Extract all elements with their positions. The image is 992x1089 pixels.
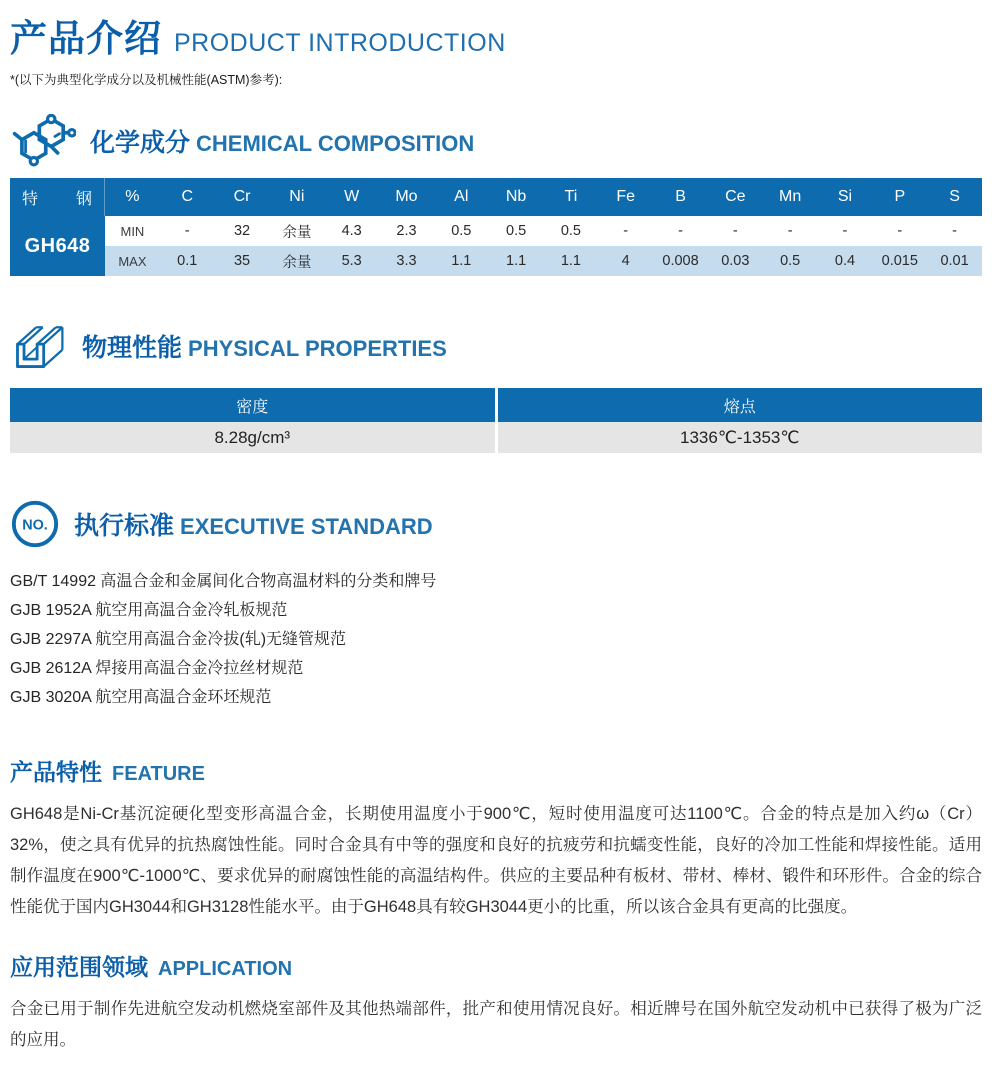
standard-item: GJB 2612A 焊接用高温合金冷拉丝材规范 <box>10 660 304 677</box>
section-application <box>10 949 982 1056</box>
standard-section-title <box>74 506 433 542</box>
chem-cell-max: 余量 <box>269 246 324 276</box>
chem-cell-min: - <box>160 216 215 246</box>
chem-cell-min: - <box>927 216 982 246</box>
chem-col-header: P <box>872 178 927 216</box>
chem-cell-min: 2.3 <box>379 216 434 246</box>
feature-title-zh: 产品特性 <box>10 759 102 785</box>
corner-label-right: 钢 <box>75 190 92 208</box>
chem-col-header: Ce <box>708 178 763 216</box>
chem-cell-min: - <box>653 216 708 246</box>
chem-col-header: Ni <box>269 178 324 216</box>
chemical-composition-table <box>10 178 982 276</box>
chemical-title-zh: 化学成分 <box>90 129 191 157</box>
chem-cell-min: - <box>598 216 653 246</box>
application-title-zh: 应用范围领域 <box>10 954 148 980</box>
application-paragraph: 合金已用于制作先进航空发动机燃烧室部件及其他热端部件，批产和使用情况良好。相近牌号在国外航空发动机中已获得了极为广泛的应用。 <box>10 1000 982 1049</box>
chem-cell-min: 0.5 <box>544 216 599 246</box>
feature-section-title <box>10 754 982 787</box>
chem-cell-max: 0.008 <box>653 246 708 276</box>
max-row-label: MAX <box>105 246 160 276</box>
chem-cell-min: 余量 <box>269 216 324 246</box>
chem-cell-max: 0.01 <box>927 246 982 276</box>
chem-cell-min: 0.5 <box>489 216 544 246</box>
molecule-icon <box>10 114 76 168</box>
chem-col-header: % <box>105 178 160 216</box>
chem-col-header: W <box>324 178 379 216</box>
chem-col-header: Cr <box>215 178 270 216</box>
physical-title-zh: 物理性能 <box>82 334 183 362</box>
chem-cell-min: 0.5 <box>434 216 489 246</box>
chem-cell-min: - <box>818 216 873 246</box>
chem-col-header: B <box>653 178 708 216</box>
density-header: 密度 <box>10 388 495 422</box>
min-row-label: MIN <box>105 216 160 246</box>
chem-col-header: Mn <box>763 178 818 216</box>
chem-col-header: Al <box>434 178 489 216</box>
chem-cell-max: 35 <box>215 246 270 276</box>
feature-paragraph: GH648是Ni-Cr基沉淀硬化型变形高温合金，长期使用温度小于900℃，短时使用温度可达1100℃。合金的特点是加入约ω（Cr）32%，使之具有优异的抗热腐蚀性能。同时合金具有中等的强度和良好的抗疲劳和抗蠕变性能，良好的冷加工性能和焊接性能。适用制作温度在900℃-1000℃、要求优异的耐腐蚀性能的高温结构件。供应的主要品种有板材、带材、棒材、锻件和环形件。合金的综合性能优于国内GH3044和GH3128性能水平。由于GH648具有较GH3044更小的比重，所以该合金具有更高的比强度。 <box>10 805 982 916</box>
chem-cell-max: 5.3 <box>324 246 379 276</box>
physical-title-en: PHYSICAL PROPERTIES <box>188 336 447 361</box>
chem-col-header: Nb <box>489 178 544 216</box>
chem-corner-cell <box>10 178 105 216</box>
chem-col-header: Fe <box>598 178 653 216</box>
chem-col-header: Ti <box>544 178 599 216</box>
page-header <box>10 8 982 62</box>
application-section-title <box>10 949 982 982</box>
chem-cell-max: 1.1 <box>434 246 489 276</box>
section-feature <box>10 754 982 923</box>
chem-cell-max: 0.03 <box>708 246 763 276</box>
melting-point-value: 1336℃-1353℃ <box>498 422 983 453</box>
standard-item: GB/T 14992 高温合金和金属间化合物高温材料的分类和牌号 <box>10 573 437 590</box>
chemical-section-title <box>90 123 474 159</box>
chem-col-header: C <box>160 178 215 216</box>
chem-cell-max: 3.3 <box>379 246 434 276</box>
standard-item: GJB 2297A 航空用高温合金冷拔(轧)无缝管规范 <box>10 631 347 648</box>
chem-cell-min: 4.3 <box>324 216 379 246</box>
page-title: 产品介绍 <box>10 18 162 59</box>
density-value: 8.28g/cm³ <box>10 422 495 453</box>
chem-cell-max: 0.4 <box>818 246 873 276</box>
chem-cell-max: 4 <box>598 246 653 276</box>
section-chemical-composition <box>10 114 982 276</box>
chemical-section-header <box>10 114 982 168</box>
standard-item: GJB 1952A 航空用高温合金冷轧板规范 <box>10 602 288 619</box>
svg-text:NO.: NO. <box>22 517 48 534</box>
chem-cell-min: - <box>872 216 927 246</box>
chem-cell-min: - <box>708 216 763 246</box>
chem-col-header: Si <box>818 178 873 216</box>
standards-list <box>10 567 982 712</box>
standard-title-en: EXECUTIVE STANDARD <box>180 514 433 539</box>
corner-label-left: 特 <box>22 190 39 208</box>
feature-title-en: FEATURE <box>112 763 205 785</box>
section-physical-properties <box>10 320 982 453</box>
standard-section-header <box>10 499 982 549</box>
chem-cell-max: 0.5 <box>763 246 818 276</box>
channel-beam-icon <box>10 320 68 372</box>
reference-note: *(以下为典型化学成分以及机械性能(ASTM)参考): <box>10 73 283 87</box>
physical-properties-table <box>10 388 982 453</box>
no-badge-icon <box>10 499 60 549</box>
chem-cell-max: 0.015 <box>872 246 927 276</box>
physical-section-header <box>10 320 982 372</box>
chem-col-header: Mo <box>379 178 434 216</box>
chemical-title-en: CHEMICAL COMPOSITION <box>196 131 475 156</box>
grade-cell: GH648 <box>10 216 105 276</box>
chem-cell-min: 32 <box>215 216 270 246</box>
chem-cell-max: 1.1 <box>489 246 544 276</box>
section-executive-standard <box>10 499 982 712</box>
page-title-en: PRODUCT INTRODUCTION <box>174 29 506 57</box>
chem-cell-max: 0.1 <box>160 246 215 276</box>
physical-section-title <box>82 328 447 364</box>
melting-point-header: 熔点 <box>498 388 983 422</box>
standard-title-zh: 执行标准 <box>74 512 175 540</box>
chem-cell-min: - <box>763 216 818 246</box>
chem-col-header: S <box>927 178 982 216</box>
chem-cell-max: 1.1 <box>544 246 599 276</box>
standard-item: GJB 3020A 航空用高温合金环坯规范 <box>10 689 272 706</box>
application-title-en: APPLICATION <box>158 958 293 980</box>
